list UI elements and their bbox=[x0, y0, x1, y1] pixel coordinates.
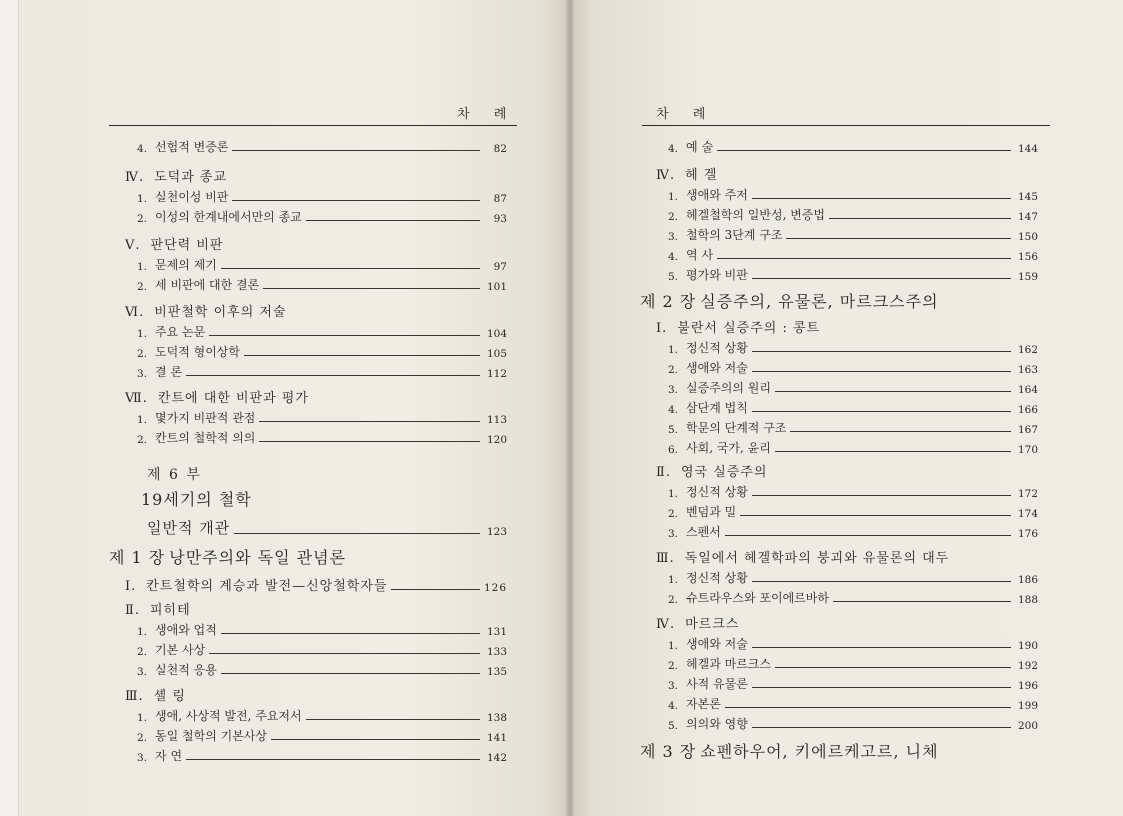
section-entry bbox=[125, 572, 507, 594]
chapter-number: 제 3 장 bbox=[640, 742, 697, 761]
entry-number: 5. bbox=[668, 720, 679, 732]
leader-line bbox=[717, 258, 1011, 259]
toc-entry bbox=[137, 360, 507, 380]
toc-entry bbox=[137, 704, 507, 724]
section-numeral: Ⅲ. bbox=[656, 551, 675, 566]
section-title: 불란서 실증주의 : 콩트 bbox=[677, 321, 821, 336]
entry-title: 동일 철학의 기본사상 bbox=[155, 729, 267, 743]
section-heading bbox=[656, 544, 1038, 566]
entry-page: 159 bbox=[1017, 271, 1038, 283]
leader-line bbox=[221, 633, 480, 634]
entry-page: 145 bbox=[1017, 191, 1038, 203]
running-header: 차 례 bbox=[656, 107, 716, 122]
toc-entry bbox=[668, 436, 1038, 456]
entry-title: 삼단계 법칙 bbox=[686, 401, 748, 415]
entry-number: 1. bbox=[137, 261, 148, 273]
entry-page: 188 bbox=[1017, 594, 1038, 606]
entry-title: 역 사 bbox=[686, 248, 714, 262]
entry-page: 164 bbox=[1017, 384, 1038, 396]
toc-entry bbox=[668, 480, 1038, 500]
section-heading bbox=[656, 610, 1038, 632]
entry-number: 1. bbox=[137, 626, 148, 638]
entry-title: 스펜서 bbox=[686, 525, 721, 539]
entry-title: 실천이성 비판 bbox=[155, 190, 229, 204]
section-heading bbox=[125, 596, 507, 618]
section-title: 피히테 bbox=[149, 603, 191, 618]
entry-number: 1. bbox=[668, 574, 679, 586]
entry-title: 학문의 단계적 구조 bbox=[686, 421, 787, 435]
entry-page: 105 bbox=[486, 348, 507, 360]
leader-line bbox=[271, 739, 480, 740]
entry-title: 이성의 한계내에서만의 종교 bbox=[155, 210, 302, 224]
entry-number: 2. bbox=[668, 660, 679, 672]
right-page bbox=[570, 0, 1123, 816]
leader-line bbox=[259, 441, 480, 442]
entry-number: 4. bbox=[668, 404, 679, 416]
leader-line bbox=[209, 653, 480, 654]
chapter-heading bbox=[640, 284, 939, 312]
section-title: 칸트철학의 계승과 발전—신앙철학자들 bbox=[146, 579, 388, 594]
toc-entry bbox=[668, 520, 1038, 540]
toc-entry bbox=[668, 243, 1038, 263]
entry-title: 평가와 비판 bbox=[686, 268, 748, 282]
toc-entry bbox=[668, 223, 1038, 243]
toc-entry bbox=[137, 320, 507, 340]
section-title: 영국 실증주의 bbox=[680, 465, 768, 480]
entry-title: 세 비판에 대한 결론 bbox=[155, 278, 260, 292]
section-heading bbox=[656, 161, 1038, 183]
toc-entry bbox=[137, 273, 507, 293]
chapter-title: 쇼펜하우어, 키에르케고르, 니체 bbox=[700, 742, 939, 761]
entry-number: 5. bbox=[668, 271, 679, 283]
header-rule bbox=[642, 125, 1050, 126]
leader-line bbox=[752, 727, 1011, 728]
entry-number: 2. bbox=[137, 732, 148, 744]
section-title: 헤 겔 bbox=[685, 168, 718, 183]
toc-entry bbox=[137, 426, 507, 446]
entry-number: 3. bbox=[668, 528, 679, 540]
entry-number: 1. bbox=[137, 712, 148, 724]
leader-line bbox=[775, 451, 1011, 452]
section-numeral: Ⅳ. bbox=[125, 170, 145, 185]
leader-line bbox=[752, 351, 1011, 352]
toc-section bbox=[656, 161, 1038, 283]
section-numeral: Ⅱ. bbox=[656, 465, 671, 480]
toc-section bbox=[656, 458, 1038, 540]
section-heading bbox=[656, 314, 1038, 336]
entry-page: 170 bbox=[1017, 444, 1038, 456]
toc-entry bbox=[137, 406, 507, 426]
entry-page: 112 bbox=[486, 368, 507, 380]
leader-line bbox=[740, 515, 1011, 516]
leader-line bbox=[752, 198, 1011, 199]
toc-entry bbox=[668, 566, 1038, 586]
entry-page: 138 bbox=[486, 712, 507, 724]
toc-section bbox=[125, 572, 507, 594]
entry-number: 1. bbox=[137, 193, 148, 205]
leader-line bbox=[221, 673, 480, 674]
entry-page: 163 bbox=[1017, 364, 1038, 376]
toc-entry bbox=[137, 253, 507, 273]
entry-title: 정신적 상황 bbox=[686, 571, 748, 585]
entry-page: 186 bbox=[1017, 574, 1038, 586]
entry-title: 실천적 응용 bbox=[155, 663, 217, 677]
entry-page: 156 bbox=[1017, 251, 1038, 263]
toc-section bbox=[656, 314, 1038, 456]
entry-page: 192 bbox=[1017, 660, 1038, 672]
entry-page: 176 bbox=[1017, 528, 1038, 540]
entry-number: 1. bbox=[668, 640, 679, 652]
leader-line bbox=[186, 759, 480, 760]
toc-entry bbox=[137, 618, 507, 638]
part-heading bbox=[147, 462, 202, 484]
entry-page: 174 bbox=[1017, 508, 1038, 520]
entry-number: 4. bbox=[137, 143, 148, 155]
toc-entry bbox=[137, 724, 507, 744]
chapter-number: 제 1 장 bbox=[109, 548, 166, 567]
entry-page: 200 bbox=[1017, 720, 1038, 732]
leader-line bbox=[234, 533, 480, 534]
entry-page: 97 bbox=[493, 261, 507, 273]
leader-line bbox=[725, 535, 1011, 536]
toc-entry bbox=[668, 672, 1038, 692]
section-numeral: Ⅳ. bbox=[656, 168, 676, 183]
entry-page: 113 bbox=[486, 414, 507, 426]
chapter-line bbox=[109, 540, 346, 568]
leader-line bbox=[752, 371, 1011, 372]
entry-number: 2. bbox=[668, 211, 679, 223]
entry-number: 1. bbox=[668, 488, 679, 500]
toc-entry bbox=[668, 500, 1038, 520]
entry-title: 정신적 상황 bbox=[686, 485, 748, 499]
entry-number: 3. bbox=[137, 368, 148, 380]
running-header: 차 례 bbox=[457, 107, 517, 122]
entry-title: 생애, 사상적 발전, 주요저서 bbox=[155, 709, 302, 723]
entry-title: 사적 유물론 bbox=[686, 677, 748, 691]
entry-number: 2. bbox=[668, 364, 679, 376]
chapter-title: 낭만주의와 독일 관념론 bbox=[169, 548, 346, 567]
section-title: 도덕과 종교 bbox=[154, 170, 228, 185]
entry-page: 104 bbox=[486, 328, 507, 340]
toc-entry bbox=[137, 135, 507, 155]
toc-entry bbox=[668, 692, 1038, 712]
chapter-number: 제 2 장 bbox=[640, 292, 697, 311]
toc-entry bbox=[668, 336, 1038, 356]
section-title: 마르크스 bbox=[685, 617, 740, 632]
entry-page: 133 bbox=[486, 646, 507, 658]
section-title: 셸 링 bbox=[153, 689, 186, 704]
entry-title: 주요 논문 bbox=[155, 325, 206, 339]
entry-page: 162 bbox=[1017, 344, 1038, 356]
leader-line bbox=[752, 278, 1011, 279]
entry-number: 4. bbox=[668, 251, 679, 263]
leader-line bbox=[829, 218, 1011, 219]
section-heading bbox=[656, 458, 1038, 480]
entry-number: 3. bbox=[668, 680, 679, 692]
era-heading bbox=[141, 486, 252, 510]
leader-line bbox=[752, 647, 1011, 648]
entry-number: 4. bbox=[668, 143, 679, 155]
entry-page: 135 bbox=[486, 666, 507, 678]
entry-page: 147 bbox=[1017, 211, 1038, 223]
entry-number: 2. bbox=[137, 213, 148, 225]
entry-title: 생애와 주저 bbox=[686, 188, 748, 202]
scan-margin bbox=[0, 0, 18, 816]
toc-section bbox=[125, 682, 507, 764]
entry-number: 5. bbox=[668, 424, 679, 436]
leader-line bbox=[725, 707, 1011, 708]
section-numeral: Ⅱ. bbox=[125, 603, 140, 618]
toc-section bbox=[125, 596, 507, 678]
entry-number: 3. bbox=[668, 231, 679, 243]
toc-entry bbox=[147, 514, 507, 538]
entry-title: 의의와 영향 bbox=[686, 717, 748, 731]
entry-title: 선험적 변증론 bbox=[155, 140, 229, 154]
section-heading bbox=[125, 298, 507, 320]
leader-line bbox=[244, 355, 480, 356]
entry-number: 3. bbox=[137, 752, 148, 764]
toc-section bbox=[125, 163, 507, 225]
entry-number: 3. bbox=[137, 666, 148, 678]
entry-title: 슈트라우스와 포이에르바하 bbox=[686, 591, 829, 605]
section-title: 칸트에 대한 비판과 평가 bbox=[157, 391, 309, 406]
section-title: 비판철학 이후의 저술 bbox=[154, 305, 287, 320]
toc-entry bbox=[137, 185, 507, 205]
entry-page: 166 bbox=[1017, 404, 1038, 416]
toc-section bbox=[656, 610, 1038, 732]
leader-line bbox=[259, 421, 480, 422]
leader-line bbox=[786, 238, 1011, 239]
leader-line bbox=[717, 150, 1011, 151]
leader-line bbox=[752, 411, 1011, 412]
entry-title: 결 론 bbox=[155, 365, 183, 379]
book-gutter bbox=[566, 0, 574, 816]
entry-title: 일반적 개관 bbox=[147, 519, 231, 537]
section-numeral: Ⅰ. bbox=[125, 579, 137, 594]
toc-entry bbox=[668, 632, 1038, 652]
era-title: 19세기의 철학 bbox=[141, 490, 252, 509]
entry-page: 93 bbox=[493, 213, 507, 225]
toc-entry bbox=[668, 416, 1038, 436]
entry-page: 120 bbox=[486, 434, 507, 446]
entry-number: 2. bbox=[137, 281, 148, 293]
chapter-heading bbox=[640, 734, 939, 762]
toc-entry bbox=[668, 183, 1038, 203]
entry-title: 도덕적 형이상학 bbox=[155, 345, 240, 359]
entry-page: 196 bbox=[1017, 680, 1038, 692]
toc-entry bbox=[668, 712, 1038, 732]
leader-line bbox=[752, 495, 1011, 496]
section-heading bbox=[125, 231, 507, 253]
overview-entry bbox=[147, 514, 507, 538]
entry-title: 사회, 국가, 윤리 bbox=[686, 441, 771, 455]
header-rule bbox=[109, 125, 517, 126]
leader-line bbox=[186, 375, 480, 376]
leader-line bbox=[221, 268, 480, 269]
leader-line bbox=[306, 220, 480, 221]
section-heading bbox=[125, 163, 507, 185]
entry-page: 131 bbox=[486, 626, 507, 638]
entry-page: 150 bbox=[1017, 231, 1038, 243]
entry-title: 자본론 bbox=[686, 697, 721, 711]
entry-title: 문제의 제기 bbox=[155, 258, 217, 272]
leader-line bbox=[790, 431, 1011, 432]
entry-title: 자 연 bbox=[155, 749, 183, 763]
toc-entry bbox=[668, 356, 1038, 376]
entry-number: 2. bbox=[137, 348, 148, 360]
entry-title: 칸트의 철학적 의의 bbox=[155, 431, 256, 445]
toc-section bbox=[125, 231, 507, 293]
entry-page: 82 bbox=[493, 143, 507, 155]
entry-page: 190 bbox=[1017, 640, 1038, 652]
entry-number: 4. bbox=[668, 700, 679, 712]
toc-entry bbox=[137, 638, 507, 658]
toc-section bbox=[125, 298, 507, 380]
section-numeral: Ⅵ. bbox=[125, 305, 145, 320]
entry-number: 1. bbox=[137, 414, 148, 426]
entry-page: 167 bbox=[1017, 424, 1038, 436]
entry-title: 생애와 업적 bbox=[155, 623, 217, 637]
entry-number: 2. bbox=[668, 594, 679, 606]
section-title: 독일에서 헤겔학파의 붕괴와 유물론의 대두 bbox=[684, 551, 950, 566]
section-heading bbox=[125, 682, 507, 704]
leader-line bbox=[775, 391, 1011, 392]
section-numeral: Ⅶ. bbox=[125, 391, 148, 406]
entry-number: 1. bbox=[668, 344, 679, 356]
entry-page: 141 bbox=[486, 732, 507, 744]
leader-line bbox=[391, 589, 480, 590]
chapter-line bbox=[640, 284, 939, 312]
entry-title: 몇가지 비판적 관점 bbox=[155, 411, 256, 425]
toc-entry bbox=[668, 586, 1038, 606]
entry-title: 벤덤과 밀 bbox=[686, 505, 737, 519]
entry-title: 헤겔철학의 일반성, 변증법 bbox=[686, 208, 825, 222]
entry-number: 2. bbox=[137, 646, 148, 658]
leader-line bbox=[209, 335, 480, 336]
entry-page: 123 bbox=[486, 526, 507, 538]
entry-page: 87 bbox=[493, 193, 507, 205]
entry-number: 2. bbox=[137, 434, 148, 446]
toc-entry bbox=[137, 744, 507, 764]
leader-line bbox=[232, 150, 480, 151]
section-numeral: Ⅴ. bbox=[125, 238, 141, 253]
chapter-title: 실증주의, 유물론, 마르크스주의 bbox=[700, 292, 939, 311]
toc-section bbox=[125, 384, 507, 446]
entry-page: 172 bbox=[1017, 488, 1038, 500]
section-numeral: Ⅲ. bbox=[125, 689, 144, 704]
toc-block-schelling-cont bbox=[668, 135, 1038, 155]
toc-entry bbox=[668, 203, 1038, 223]
toc-block-kant-cont bbox=[137, 135, 507, 155]
entry-page: 126 bbox=[483, 582, 507, 594]
chapter-heading bbox=[109, 540, 346, 568]
leader-line bbox=[775, 667, 1011, 668]
toc-entry bbox=[668, 263, 1038, 283]
entry-number: 3. bbox=[668, 384, 679, 396]
entry-title: 실증주의의 원리 bbox=[686, 381, 771, 395]
left-page bbox=[18, 0, 571, 816]
entry-page: 144 bbox=[1017, 143, 1038, 155]
chapter-line bbox=[640, 734, 939, 762]
toc-entry bbox=[668, 376, 1038, 396]
section-title: 판단력 비판 bbox=[150, 238, 224, 253]
toc-entry bbox=[137, 205, 507, 225]
part-number: 제 6 부 bbox=[147, 467, 202, 483]
leader-line bbox=[752, 581, 1011, 582]
leader-line bbox=[752, 687, 1011, 688]
toc-entry bbox=[668, 135, 1038, 155]
toc-section bbox=[656, 544, 1038, 606]
entry-number: 1. bbox=[137, 328, 148, 340]
entry-page: 101 bbox=[486, 281, 507, 293]
leader-line bbox=[263, 288, 480, 289]
toc-entry bbox=[668, 396, 1038, 416]
entry-title: 정신적 상황 bbox=[686, 341, 748, 355]
entry-number: 6. bbox=[668, 444, 679, 456]
toc-entry bbox=[668, 652, 1038, 672]
entry-number: 2. bbox=[668, 508, 679, 520]
toc-entry bbox=[137, 658, 507, 678]
leader-line bbox=[232, 200, 480, 201]
entry-number: 1. bbox=[668, 191, 679, 203]
leader-line bbox=[306, 719, 480, 720]
entry-title: 헤겔과 마르크스 bbox=[686, 657, 771, 671]
section-numeral: Ⅰ. bbox=[656, 321, 668, 336]
section-numeral: Ⅳ. bbox=[656, 617, 676, 632]
entry-title: 철학의 3단계 구조 bbox=[686, 228, 783, 242]
toc-entry bbox=[137, 340, 507, 360]
entry-title: 생애와 저술 bbox=[686, 637, 748, 651]
entry-page: 199 bbox=[1017, 700, 1038, 712]
section-heading bbox=[125, 384, 507, 406]
entry-page: 142 bbox=[486, 752, 507, 764]
entry-title: 예 술 bbox=[686, 140, 714, 154]
entry-title: 기본 사상 bbox=[155, 643, 206, 657]
leader-line bbox=[833, 601, 1011, 602]
entry-title: 생애와 저술 bbox=[686, 361, 748, 375]
